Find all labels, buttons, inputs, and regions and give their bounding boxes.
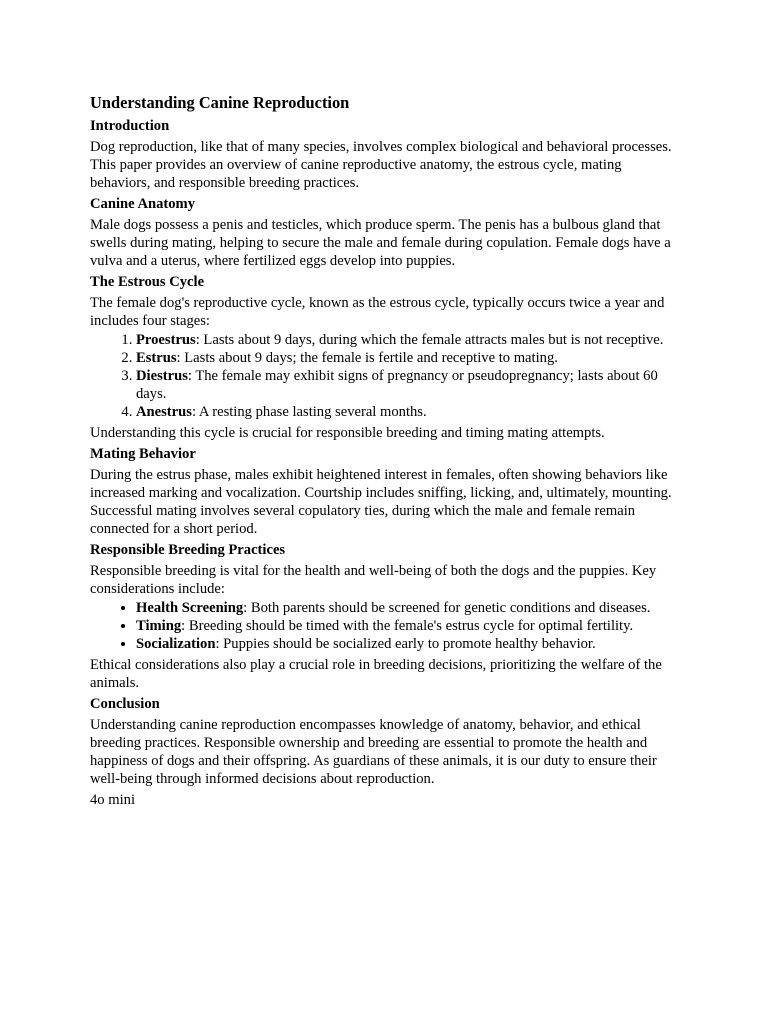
estrous-stages-list [90,331,680,421]
paragraph-estrous-after: Understanding this cycle is crucial for responsible breeding and timing mating attempts. [90,425,605,441]
list-item-term: Proestrus [136,332,196,348]
list-item-desc: : The female may exhibit signs of pregnancy or pseudopregnancy; lasts about 60 days. [136,368,658,402]
list-item [136,403,680,421]
paragraph-introduction: Dog reproduction, like that of many species, involves complex biological and behavioral processes. This paper provides an overview of canine reproductive anatomy, the estrous cycle, mating behaviors, and responsible breeding practices. [90,139,672,191]
list-item-desc: : Breeding should be timed with the female's estrus cycle for optimal fertility. [181,618,634,634]
list-item [136,331,680,349]
document-body [90,92,680,812]
list-item-term: Estrus [136,350,177,366]
list-item-desc: : A resting phase lasting several months. [191,404,427,420]
list-item-term: Health Screening [136,600,244,616]
paragraph-anatomy: Male dogs possess a penis and testicles, which produce sperm. The penis has a bulbous gland that swells during mating, helping to secure the male and female during copulation. Female dogs have a vulva and a uterus, where fertilized eggs develop into puppies. [90,217,671,269]
section-heading-responsible-breeding: Responsible Breeding Practices [90,542,286,558]
paragraph-estrous-cycle: The female dog's reproductive cycle, known as the estrous cycle, typically occurs twice a year and includes four stages: [90,295,665,329]
paragraph-responsible-breeding: Responsible breeding is vital for the health and well-being of both the dogs and the puppies. Key considerations include: [90,563,657,597]
breeding-considerations-list [90,599,680,653]
list-item-term: Diestrus [136,368,188,384]
list-item-term: Anestrus [136,404,192,420]
list-item-desc: : Puppies should be socialized early to promote healthy behavior. [215,636,596,652]
list-item-term: Socialization [136,636,216,652]
list-item [136,599,680,617]
section-heading-introduction: Introduction [90,118,170,134]
paragraph-breeding-after: Ethical considerations also play a crucial role in breeding decisions, prioritizing the welfare of the animals. [90,657,662,691]
section-heading-anatomy: Canine Anatomy [90,196,196,212]
list-item-desc: : Both parents should be screened for genetic conditions and diseases. [243,600,651,616]
list-item [136,349,680,367]
paragraph-conclusion: Understanding canine reproduction encompasses knowledge of anatomy, behavior, and ethical breeding practices. Responsible ownership and breeding are essential to promote the health and happiness of dogs and their offspring. As guardians of these animals, it is our duty to ensure their well-being through informed decisions about reproduction. [90,717,657,787]
paragraph-mating-behavior: During the estrus phase, males exhibit heightened interest in females, often showing behaviors like increased marking and vocalization. Courtship includes sniffing, licking, and, ultimately, mounting. Successful mating involves several copulatory ties, during which the male and female remain connected for a short period. [90,467,672,537]
section-heading-estrous-cycle: The Estrous Cycle [90,274,205,290]
list-item-desc: : Lasts about 9 days, during which the female attracts males but is not receptive. [195,332,664,348]
list-item-desc: : Lasts about 9 days; the female is fertile and receptive to mating. [176,350,558,366]
list-item-term: Timing [136,618,182,634]
page-title: Understanding Canine Reproduction [90,93,350,112]
section-heading-conclusion: Conclusion [90,696,160,712]
list-item [136,617,680,635]
list-item [136,635,680,653]
section-heading-mating-behavior: Mating Behavior [90,446,196,462]
list-item [136,367,680,403]
footer-model-label: 4o mini [90,792,135,808]
